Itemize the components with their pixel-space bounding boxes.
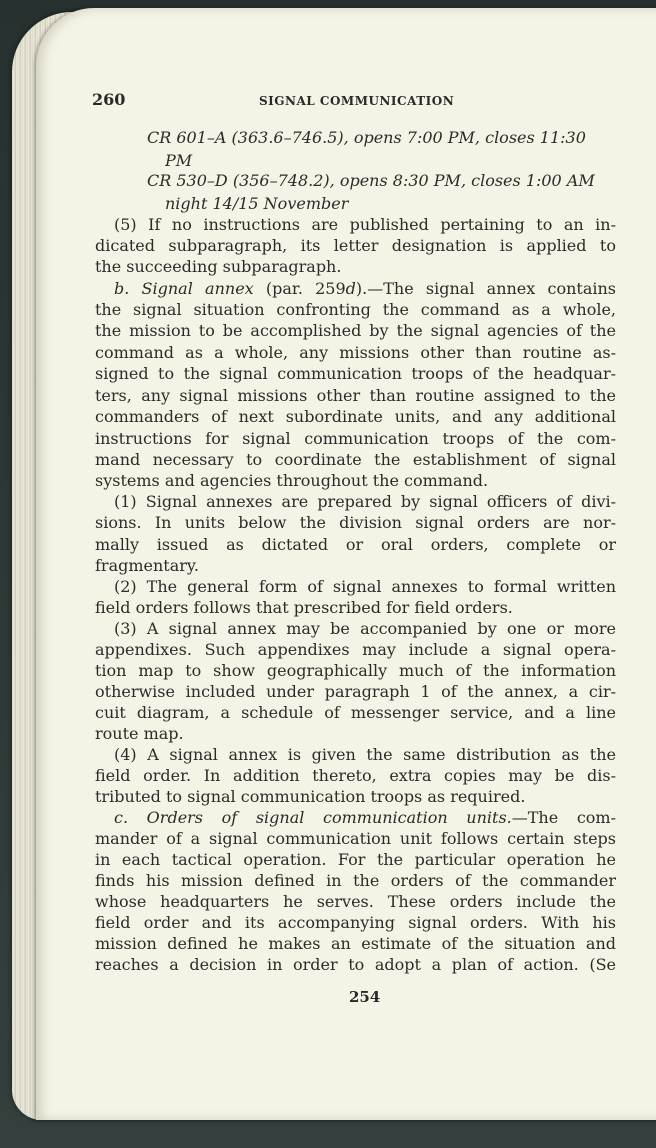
text-line: appendixes. Such appendixes may include a signal opera- xyxy=(95,640,616,659)
text-line: CR 530–D (356–748.2), opens 8:30 PM, closes 1:00 AM xyxy=(147,171,595,190)
text-run: ).—The signal annex contains xyxy=(355,279,616,298)
text-run: —The com- xyxy=(511,808,616,827)
text-line: night 14/15 November xyxy=(165,194,349,213)
page-number: 260 xyxy=(92,90,126,109)
text-line: mander of a signal communication unit follows certain steps xyxy=(95,829,616,848)
text-line xyxy=(114,279,616,299)
text-line: (1) Signal annexes are prepared by signal officers of divi- xyxy=(114,492,616,511)
text-line: tion map to show geographically much of the information xyxy=(95,661,616,680)
text-line: cuit diagram, a schedule of messenger service, and a line xyxy=(95,703,616,722)
text-line: (5) If no instructions are published pertaining to an in- xyxy=(114,215,616,234)
text-line: instructions for signal communication troops of the com- xyxy=(95,429,616,448)
text-line: the signal situation confronting the command as a whole, xyxy=(95,300,616,319)
text-line: command as a whole, any missions other than routine as- xyxy=(95,343,616,362)
text-line: field order and its accompanying signal orders. With his xyxy=(95,913,616,932)
text-line: sions. In units below the division signal orders are nor- xyxy=(95,513,616,532)
text-line: reaches a decision in order to adopt a plan of action. (Se xyxy=(95,955,616,974)
text-line: fragmentary. xyxy=(95,556,199,575)
text-line: dicated subparagraph, its letter designation is applied to xyxy=(95,236,616,255)
italic-run: c. Orders of signal communication units. xyxy=(114,808,512,827)
text-line: CR 601–A (363.6–746.5), opens 7:00 PM, closes 11:30 xyxy=(147,128,586,147)
text-line: commanders of next subordinate units, and any additional xyxy=(95,407,616,426)
text-line: field orders follows that prescribed for field orders. xyxy=(95,598,513,617)
italic-run: b. Signal annex xyxy=(114,279,254,298)
text-line: tributed to signal communication troops as required. xyxy=(95,787,526,806)
text-run: (par. 259 xyxy=(253,279,346,298)
text-line: mally issued as dictated or oral orders, complete or xyxy=(95,535,616,554)
text-line: whose headquarters he serves. These orders include the xyxy=(95,892,616,911)
text-line: mand necessary to coordinate the establishment of signal xyxy=(95,450,616,469)
text-line: field order. In addition thereto, extra copies may be dis- xyxy=(95,766,616,785)
text-line xyxy=(114,808,616,828)
text-line: (3) A signal annex may be accompanied by one or more xyxy=(114,619,616,638)
italic-run: d xyxy=(345,279,356,298)
running-title: SIGNAL COMMUNICATION xyxy=(259,94,455,108)
text-line: (4) A signal annex is given the same distribution as the xyxy=(114,745,616,764)
text-line: ters, any signal missions other than routine assigned to the xyxy=(95,386,616,405)
text-line: otherwise included under paragraph 1 of the annex, a cir- xyxy=(95,682,616,701)
text-line: the succeeding subparagraph. xyxy=(95,257,342,276)
text-line: in each tactical operation. For the particular operation he xyxy=(95,850,616,869)
text-line: systems and agencies throughout the command. xyxy=(95,471,489,490)
text-line: the mission to be accomplished by the signal agencies of the xyxy=(95,321,616,340)
folio-number: 254 xyxy=(349,988,381,1006)
text-line: (2) The general form of signal annexes to formal written xyxy=(114,577,616,596)
text-line: finds his mission defined in the orders of the commander xyxy=(95,871,616,890)
text-line: mission defined he makes an estimate of the situation and xyxy=(95,934,616,953)
text-line: route map. xyxy=(95,724,184,743)
text-line: signed to the signal communication troops of the headquar- xyxy=(95,364,616,383)
text-line: PM xyxy=(165,151,193,170)
